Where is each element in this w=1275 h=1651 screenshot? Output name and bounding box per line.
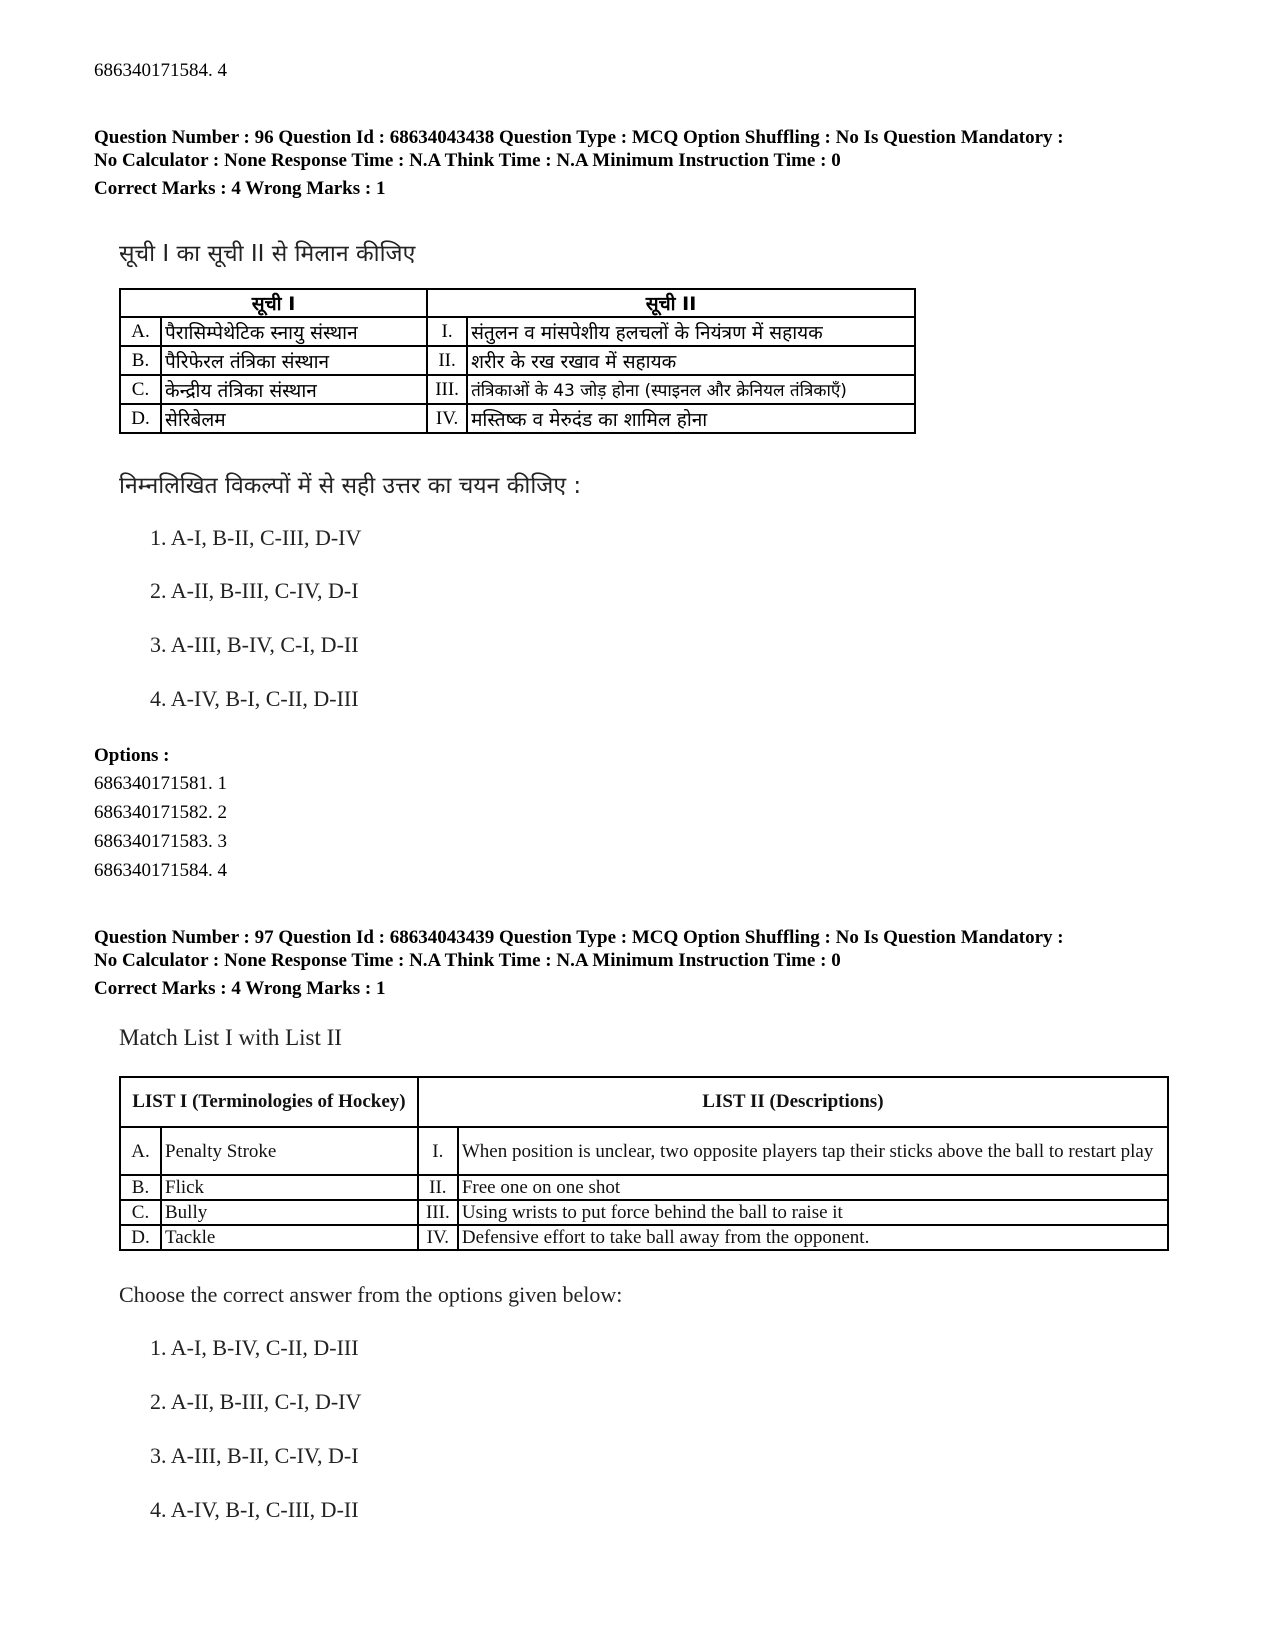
row-roman: III. — [427, 375, 467, 404]
row-letter: B. — [120, 1175, 161, 1200]
q96-choice-4: 4. A-IV, B-I, C-II, D-III — [150, 686, 359, 711]
table-row — [120, 1175, 1168, 1200]
row-letter: C. — [120, 1200, 161, 1225]
q97-match-table — [119, 1076, 1169, 1251]
row-letter: D. — [120, 1225, 161, 1250]
row-letter: D. — [120, 404, 161, 433]
table-row — [120, 404, 915, 433]
q96-options-label: Options : — [94, 745, 170, 766]
q97-choice-4: 4. A-IV, B-I, C-III, D-II — [150, 1497, 359, 1522]
q97-choice-2: 2. A-II, B-III, C-I, D-IV — [150, 1389, 362, 1414]
table-row — [120, 1225, 1168, 1250]
row-desc: तंत्रिकाओं के 43 जोड़ होना (स्पाइनल और क्रेनियल तंत्रिकाएँ) — [467, 375, 915, 404]
row-desc: Defensive effort to take ball away from the opponent. — [458, 1225, 1168, 1250]
row-item: केन्द्रीय तंत्रिका संस्थान — [161, 375, 427, 404]
q97-header-line1: Question Number : 97 Question Id : 68634043439 Question Type : MCQ Option Shuffling : No Is Question Mandatory : — [94, 927, 1064, 948]
q96-option-1: 686340171581. 1 — [94, 773, 227, 794]
row-desc: शरीर के रख रखाव में सहायक — [467, 346, 915, 375]
row-roman: I. — [418, 1127, 458, 1175]
q96-choice-1: 1. A-I, B-II, C-III, D-IV — [150, 525, 362, 550]
q96-list1-header: सूची I — [120, 289, 427, 317]
row-item: Penalty Stroke — [161, 1127, 418, 1175]
q96-choice-3: 3. A-III, B-IV, C-I, D-II — [150, 632, 359, 657]
row-desc: Free one on one shot — [458, 1175, 1168, 1200]
q96-list2-header: सूची II — [427, 289, 915, 317]
q96-prompt: निम्नलिखित विकल्पों में से सही उत्तर का चयन कीजिए : — [119, 473, 582, 499]
row-item: Tackle — [161, 1225, 418, 1250]
q97-header-line2: No Calculator : None Response Time : N.A Think Time : N.A Minimum Instruction Time : 0 — [94, 950, 841, 971]
table-row — [120, 1127, 1168, 1175]
q97-choice-3: 3. A-III, B-II, C-IV, D-I — [150, 1443, 359, 1468]
row-roman: I. — [427, 317, 467, 346]
q96-option-3: 686340171583. 3 — [94, 831, 227, 852]
row-item: Flick — [161, 1175, 418, 1200]
row-letter: C. — [120, 375, 161, 404]
q96-match-table — [119, 288, 916, 434]
q96-option-4: 686340171584. 4 — [94, 860, 227, 881]
q97-prompt: Choose the correct answer from the options given below: — [119, 1282, 623, 1307]
table-row — [120, 1200, 1168, 1225]
row-item: पैरिफेरल तंत्रिका संस्थान — [161, 346, 427, 375]
row-item: सेरिबेलम — [161, 404, 427, 433]
q96-option-2: 686340171582. 2 — [94, 802, 227, 823]
q96-marks: Correct Marks : 4 Wrong Marks : 1 — [94, 178, 386, 199]
q97-list1-header: LIST I (Terminologies of Hockey) — [120, 1077, 418, 1127]
row-roman: IV. — [418, 1225, 458, 1250]
q97-instruction: Match List I with List II — [119, 1025, 342, 1050]
previous-option-line: 686340171584. 4 — [94, 60, 227, 81]
q97-list2-header: LIST II (Descriptions) — [418, 1077, 1168, 1127]
row-item: पैरासिम्पेथेटिक स्नायु संस्थान — [161, 317, 427, 346]
q96-header-line2: No Calculator : None Response Time : N.A Think Time : N.A Minimum Instruction Time : 0 — [94, 150, 841, 171]
row-desc: संतुलन व मांसपेशीय हलचलों के नियंत्रण में सहायक — [467, 317, 915, 346]
q97-marks: Correct Marks : 4 Wrong Marks : 1 — [94, 978, 386, 999]
row-roman: III. — [418, 1200, 458, 1225]
q96-header-line1: Question Number : 96 Question Id : 68634043438 Question Type : MCQ Option Shuffling : No Is Question Mandatory : — [94, 127, 1064, 148]
table-row — [120, 346, 915, 375]
row-letter: A. — [120, 1127, 161, 1175]
row-desc: मस्तिष्क व मेरुदंड का शामिल होना — [467, 404, 915, 433]
row-item: Bully — [161, 1200, 418, 1225]
row-desc: Using wrists to put force behind the ball to raise it — [458, 1200, 1168, 1225]
row-letter: B. — [120, 346, 161, 375]
q96-instruction: सूची I का सूची II से मिलान कीजिए — [119, 241, 416, 267]
q97-choice-1: 1. A-I, B-IV, C-II, D-III — [150, 1335, 359, 1360]
row-letter: A. — [120, 317, 161, 346]
table-row — [120, 317, 915, 346]
table-row — [120, 375, 915, 404]
q96-choice-2: 2. A-II, B-III, C-IV, D-I — [150, 578, 359, 603]
row-roman: II. — [418, 1175, 458, 1200]
row-roman: II. — [427, 346, 467, 375]
row-desc: When position is unclear, two opposite players tap their sticks above the ball to restart play — [458, 1127, 1168, 1175]
row-roman: IV. — [427, 404, 467, 433]
